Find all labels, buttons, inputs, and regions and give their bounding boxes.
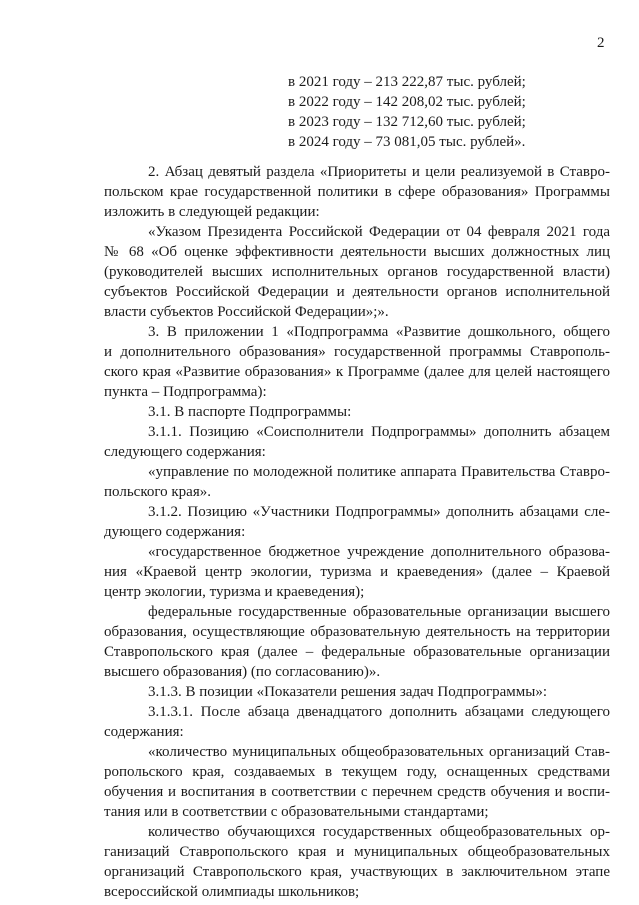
item-3-1-3-1-line: содержания: [104,724,184,740]
item-3-1-2-quote-line: Ставропольского края (далее – федеральные образовательные организации [104,644,610,660]
item-2-line: изложить в следующей редакции: [104,204,320,220]
item-3-1-3-1-quote-line: количество обучающихся государственных общеобразовательных ор- [148,824,610,840]
item-3-1-1-line: следующего содержания: [104,444,266,460]
finance-line-2024: в 2024 году – 73 081,05 тыс. рублей». [288,134,526,150]
item-3-1-line: 3.1. В паспорте Подпрограммы: [148,404,352,420]
item-3-1-3-1-quote-line: ропольского края, создаваемых в текущем году, оснащенных средствами [104,764,610,780]
item-2-line: польском крае государственной политики в сфере образования» Программы [104,184,610,200]
item-3-line: ского края «Развитие образования» к Программе (далее для целей настоящего [104,364,610,380]
item-3-1-2-quote-line: «государственное бюджетное учреждение дополнительного образова- [148,544,610,560]
item-3-1-1-line: 3.1.1. Позицию «Соисполнители Подпрограммы» дополнить абзацем [148,424,610,440]
item-3-1-3-1-quote-line: ганизаций Ставропольского края и муниципальных общеобразовательных [104,844,610,860]
item-2-line: 2. Абзац девятый раздела «Приоритеты и цели реализуемой в Ставро- [148,164,610,180]
item-2-quote-line: № 68 «Об оценке эффективности деятельности высших должностных лиц [104,244,610,260]
item-3-line: 3. В приложении 1 «Подпрограмма «Развитие дошкольного, общего [148,324,610,340]
item-3-1-2-quote-line: высшего образования) (по согласованию)». [104,664,381,680]
item-3-1-2-quote-line: федеральные государственные образовательные организации высшего [148,604,610,620]
item-3-line: пункта – Подпрограмма): [104,384,267,400]
item-3-1-2-quote-line: центр экологии, туризма и краеведения); [104,584,365,600]
item-2-quote-line: субъектов Российской Федерации и деятельности органов исполнительной [104,284,610,300]
finance-line-2022: в 2022 году – 142 208,02 тыс. рублей; [288,94,526,110]
item-3-1-2-line: 3.1.2. Позицию «Участники Подпрограммы» дополнить абзацами сле- [148,504,610,520]
item-3-1-3-1-quote-line: обучения и воспитания в соответствии с перечнем средств обучения и воспи- [104,784,610,800]
item-3-1-3-1-quote-line: организаций Ставропольского края, участвующих в заключительном этапе [104,864,610,880]
item-3-line: и дополнительного образования» государственной программы Ставрополь- [104,344,610,360]
item-3-1-1-quote-line: польского края». [104,484,211,500]
item-3-1-2-line: дующего содержания: [104,524,246,540]
item-3-1-2-quote-line: образования, осуществляющие образовательную деятельность на территории [104,624,610,640]
item-3-1-3-1-quote-line: всероссийской олимпиады школьников; [104,884,360,900]
finance-line-2023: в 2023 году – 132 712,60 тыс. рублей; [288,114,526,130]
item-3-1-3-1-quote-line: «количество муниципальных общеобразовательных организаций Став- [148,744,610,760]
item-3-1-3-1-line: 3.1.3.1. После абзаца двенадцатого дополнить абзацами следующего [148,704,610,720]
page-number: 2 [597,35,605,51]
item-2-quote-line: (руководителей высших исполнительных органов государственной власти) [104,264,610,280]
item-3-1-3-line: 3.1.3. В позиции «Показатели решения задач Подпрограммы»: [148,684,548,700]
finance-line-2021: в 2021 году – 213 222,87 тыс. рублей; [288,74,526,90]
item-3-1-2-quote-line: ния «Краевой центр экологии, туризма и краеведения» (далее – Краевой [104,564,610,580]
item-3-1-1-quote-line: «управление по молодежной политике аппарата Правительства Ставро- [148,464,610,480]
item-3-1-3-1-quote-line: тания или в соответствии с образовательными стандартами; [104,804,489,820]
item-2-quote-line: власти субъектов Российской Федерации»;». [104,304,389,320]
item-2-quote-line: «Указом Президента Российской Федерации от 04 февраля 2021 года [148,224,610,240]
